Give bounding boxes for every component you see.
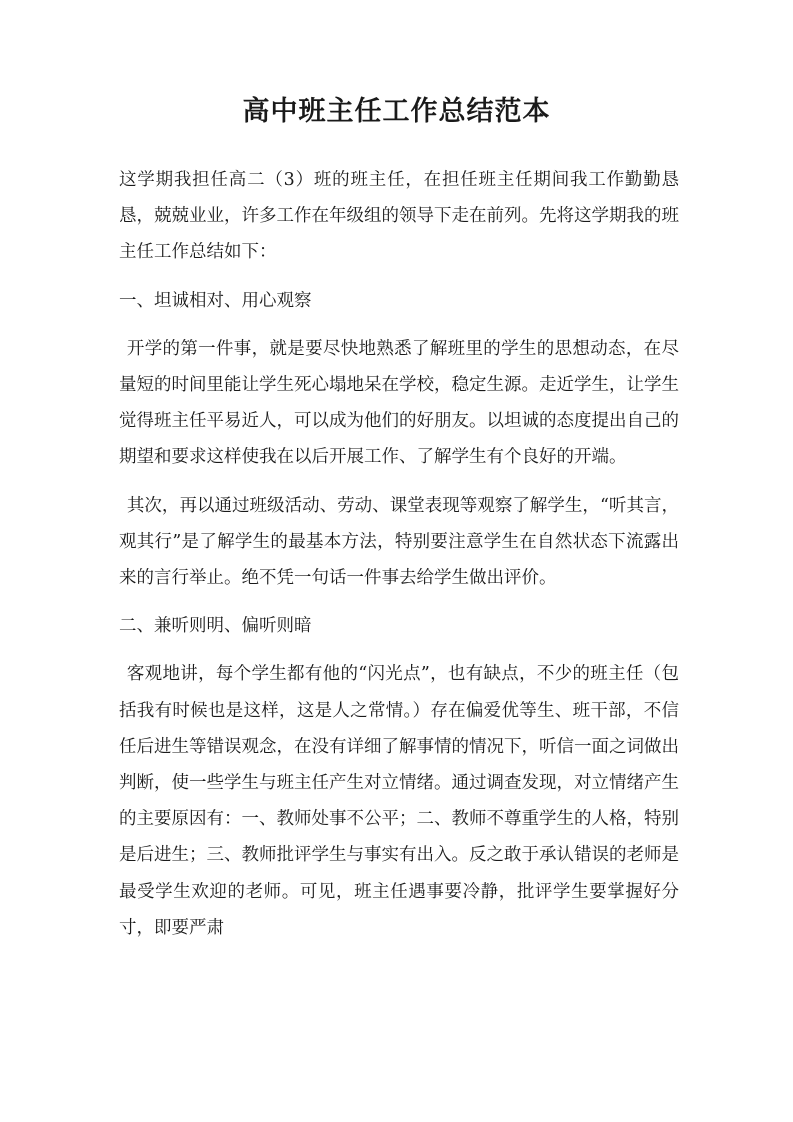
section-2-heading: 二、兼听则明、偏听则暗 [119,616,312,637]
section-1-paragraph-1: 开学的第一件事，就是要尽快地熟悉了解班里的学生的思想动态，在尽量短的时间里能让学生死心塌地呆在学校，稳定生源。走近学生，让学生觉得班主任平易近人，可以成为他们的好朋友。以坦诚的态度提出自己的期望和要求这样使我在以后开展工作、了解学生有个良好的开端。 [119,338,679,468]
section-1-heading: 一、坦诚相对、用心观察 [119,290,312,311]
document-title: 高中班主任工作总结范本 [242,96,551,127]
section-1-paragraph-2: 其次，再以通过班级活动、劳动、课堂表现等观察了解学生，“听其言，观其行”是了解学生的最基本方法，特别要注意学生在自然状态下流露出来的言行举止。绝不凭一句话一件事去给学生做出评价。 [119,495,679,589]
document-body [119,162,679,958]
intro-paragraph: 这学期我担任高二（3）班的班主任，在担任班主任期间我工作勤勤恳恳，兢兢业业，许多工作在年级组的领导下走在前列。先将这学期我的班主任工作总结如下： [119,170,679,263]
section-2-paragraph-1: 客观地讲，每个学生都有他的“闪光点”，也有缺点，不少的班主任（包括我有时候也是这样，这是人之常情。）存在偏爱优等生、班干部，不信任后进生等错误观念，在没有详细了解事情的情况下，听信一面之词做出判断，使一些学生与班主任产生对立情绪。通过调查发现，对立情绪产生的主要原因有：一、教师处事不公平；二、教师不尊重学生的人格，特别是后进生；三、教师批评学生与事实有出入。反之敢于承认错误的老师是最受学生欢迎的老师。可见，班主任遇事要冷静，批评学生要掌握好分寸，即要严肃 [119,664,679,938]
